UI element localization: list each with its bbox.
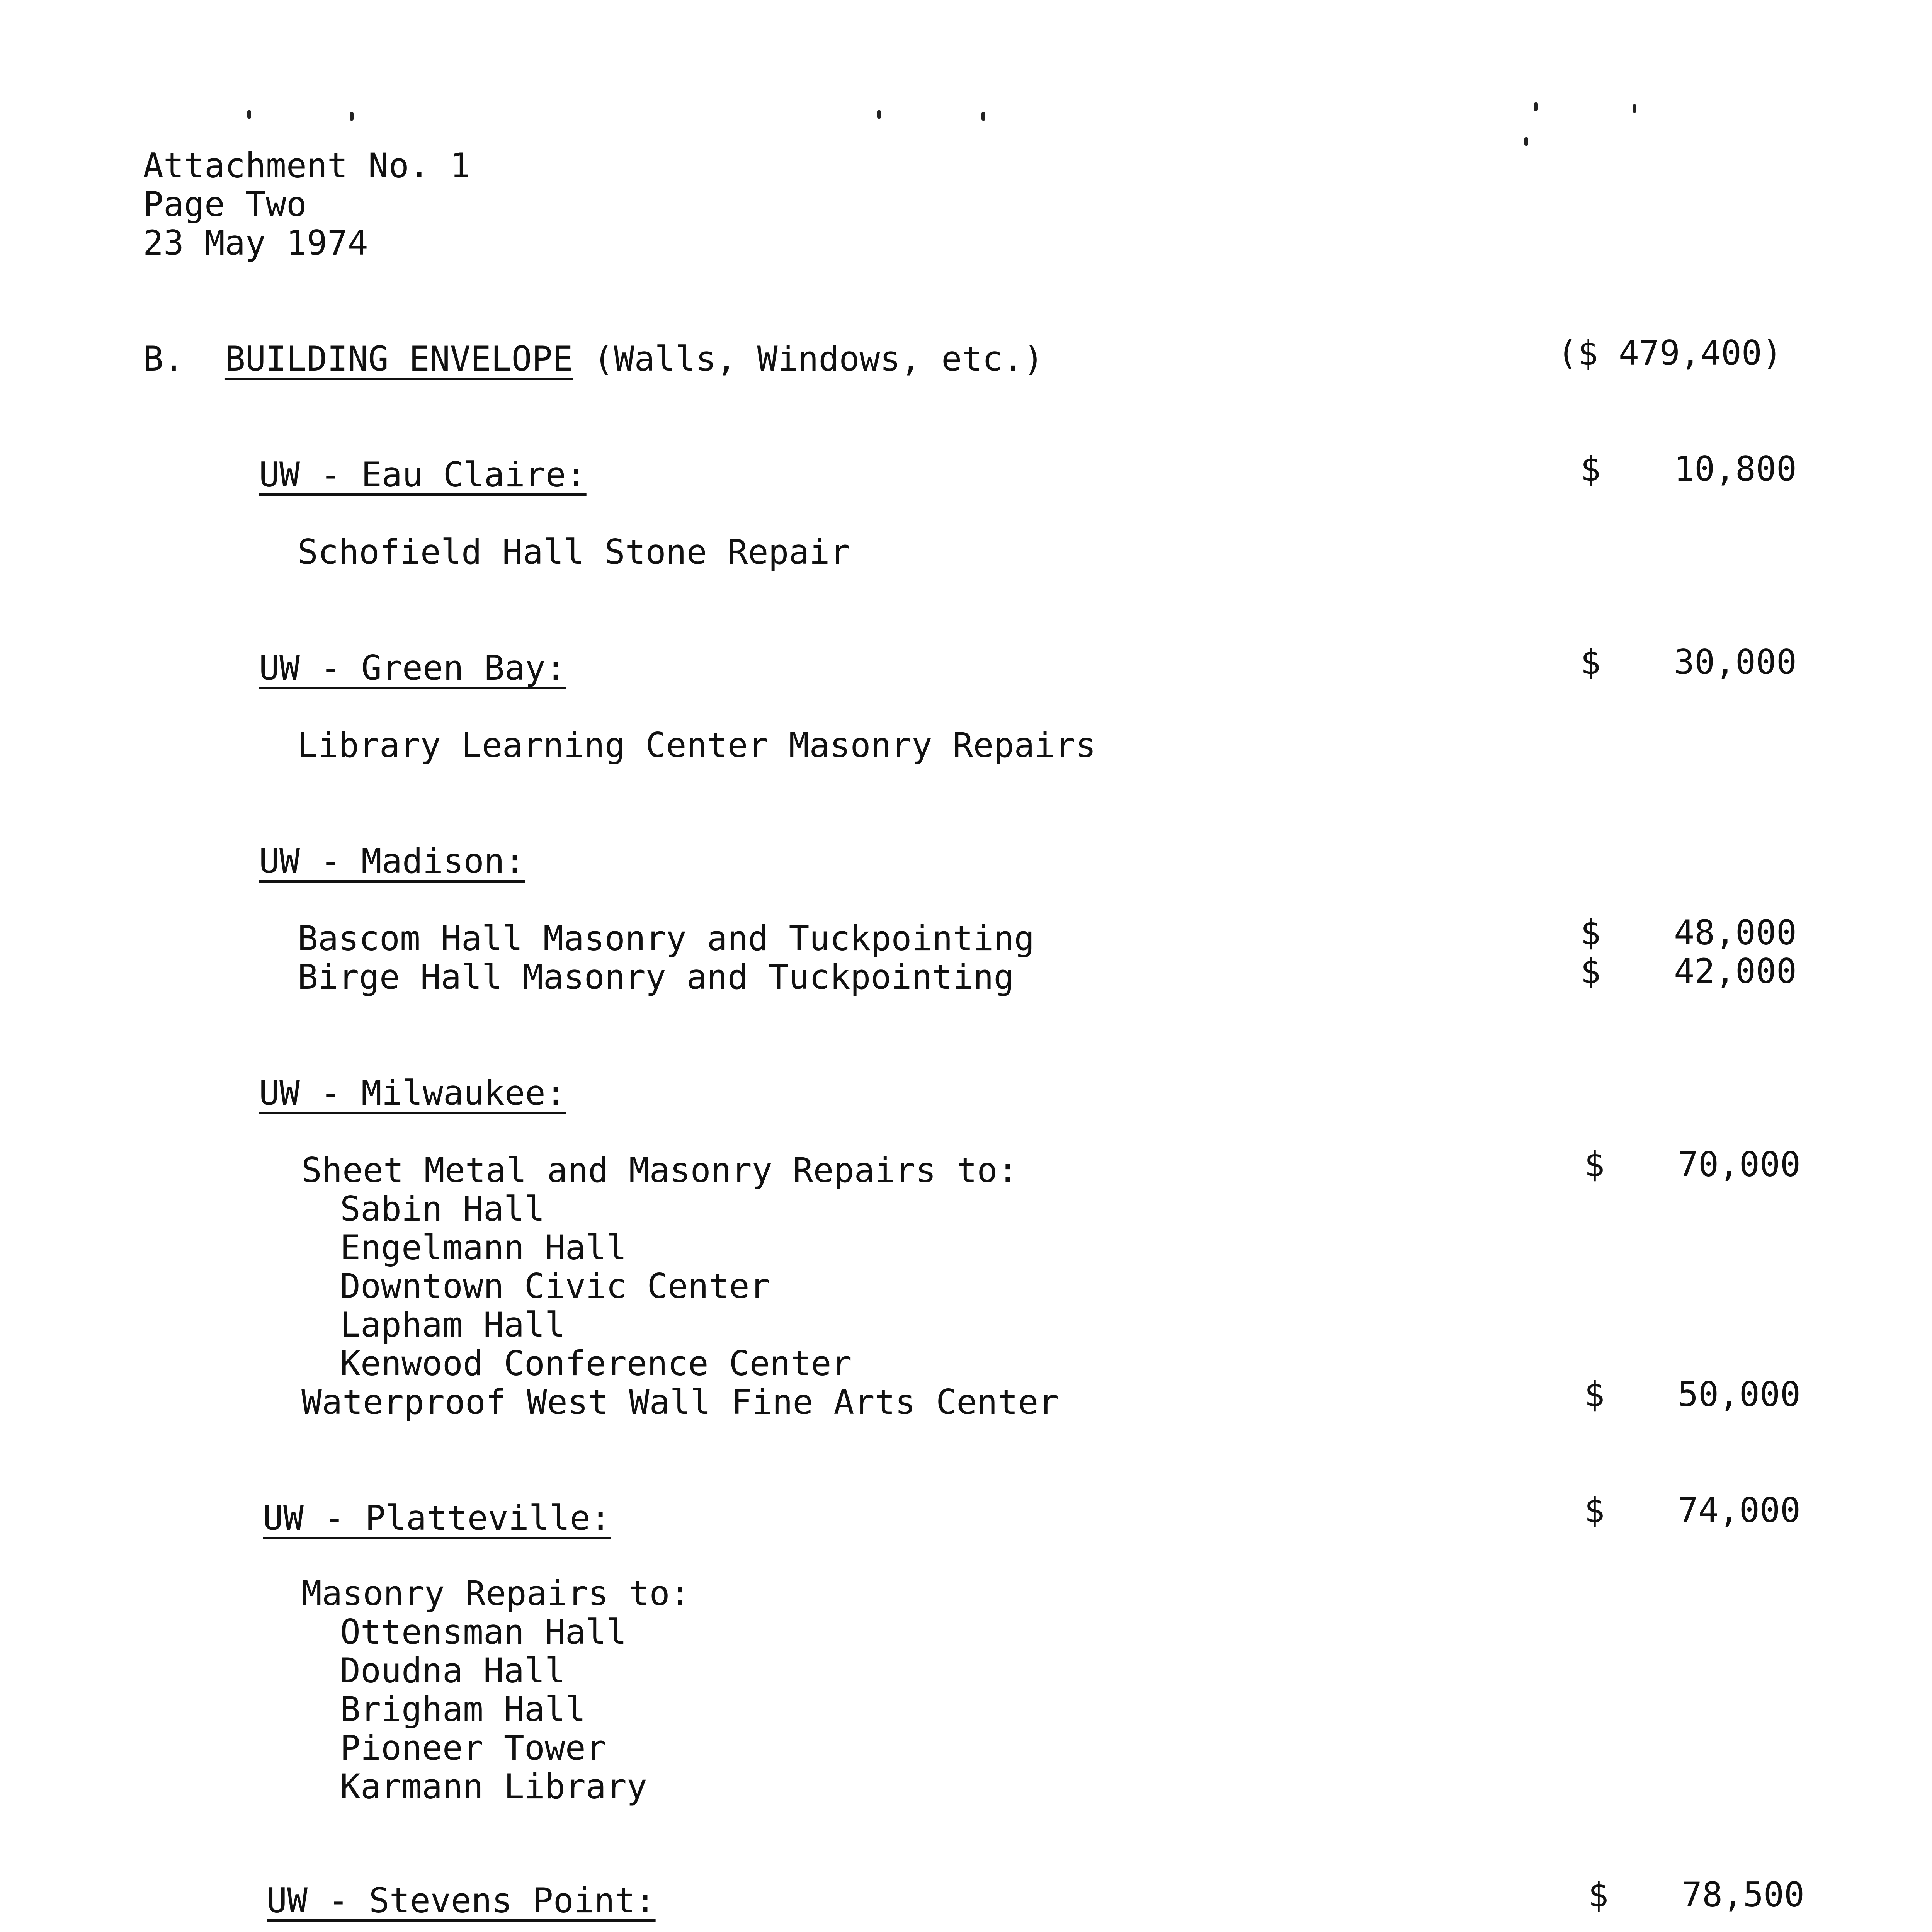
building-item: Kenwood Conference Center — [340, 1344, 852, 1383]
section-subtitle: (Walls, Windows, etc.) — [593, 339, 1044, 379]
amount-value: 10,800 — [1674, 449, 1797, 489]
project-item: Bascom Hall Masonry and Tuckpointing — [298, 918, 1035, 958]
scan-speck — [350, 112, 354, 121]
scan-speck — [1534, 102, 1538, 111]
project-item: Masonry Repairs to: — [301, 1573, 690, 1613]
campus-green-bay: UW - Green Bay: — [259, 648, 566, 688]
building-item: Lapham Hall — [340, 1305, 565, 1345]
building-item: Downtown Civic Center — [340, 1266, 770, 1306]
dollar-sign: $ — [1580, 449, 1601, 489]
scan-speck — [247, 110, 251, 119]
building-item: Ottensman Hall — [340, 1612, 627, 1652]
section-letter: B. — [143, 339, 184, 379]
section-title: BUILDING ENVELOPE — [224, 339, 573, 379]
project-item: Library Learning Center Masonry Repairs — [298, 725, 1096, 765]
section-total: ($ 479,400) — [1557, 333, 1782, 373]
scan-speck — [877, 110, 881, 119]
amount-value: 42,000 — [1674, 951, 1797, 991]
building-item: Sabin Hall — [340, 1189, 545, 1229]
campus-milwaukee: UW - Milwaukee: — [259, 1073, 566, 1113]
project-item: Schofield Hall Stone Repair — [298, 532, 850, 572]
building-item: Pioneer Tower — [340, 1728, 606, 1768]
scan-speck — [1524, 137, 1528, 146]
amount-value: 30,000 — [1674, 642, 1797, 682]
campus-eau-claire: UW - Eau Claire: — [259, 455, 587, 495]
scan-speck — [1633, 104, 1636, 113]
amount-value: 78,500 — [1682, 1875, 1804, 1915]
building-item: Brigham Hall — [340, 1689, 586, 1729]
document-date: 23 May 1974 — [143, 223, 368, 263]
dollar-sign: $ — [1580, 642, 1601, 682]
amount-value: 70,000 — [1678, 1145, 1801, 1184]
dollar-sign: $ — [1580, 951, 1601, 991]
amount-value: 50,000 — [1678, 1374, 1801, 1414]
building-item: Doudna Hall — [340, 1651, 565, 1690]
section-heading — [143, 339, 1044, 379]
amount-value: 74,000 — [1678, 1490, 1801, 1530]
page-number: Page Two — [143, 184, 307, 224]
dollar-sign: $ — [1584, 1490, 1605, 1530]
building-item: Engelmann Hall — [340, 1228, 627, 1267]
project-item: Waterproof West Wall Fine Arts Center — [301, 1382, 1059, 1422]
building-item: Karmann Library — [340, 1767, 647, 1806]
dollar-sign: $ — [1588, 1875, 1609, 1915]
campus-platteville: UW - Platteville: — [263, 1498, 611, 1538]
campus-stevens-point: UW - Stevens Point: — [267, 1881, 656, 1920]
attachment-number: Attachment No. 1 — [143, 146, 471, 185]
campus-madison: UW - Madison: — [259, 841, 525, 881]
project-item: Sheet Metal and Masonry Repairs to: — [301, 1150, 1018, 1190]
scan-speck — [981, 112, 985, 121]
project-item: Birge Hall Masonry and Tuckpointing — [298, 957, 1014, 997]
dollar-sign: $ — [1584, 1145, 1605, 1184]
dollar-sign: $ — [1580, 913, 1601, 952]
dollar-sign: $ — [1584, 1374, 1605, 1414]
amount-value: 48,000 — [1674, 913, 1797, 952]
